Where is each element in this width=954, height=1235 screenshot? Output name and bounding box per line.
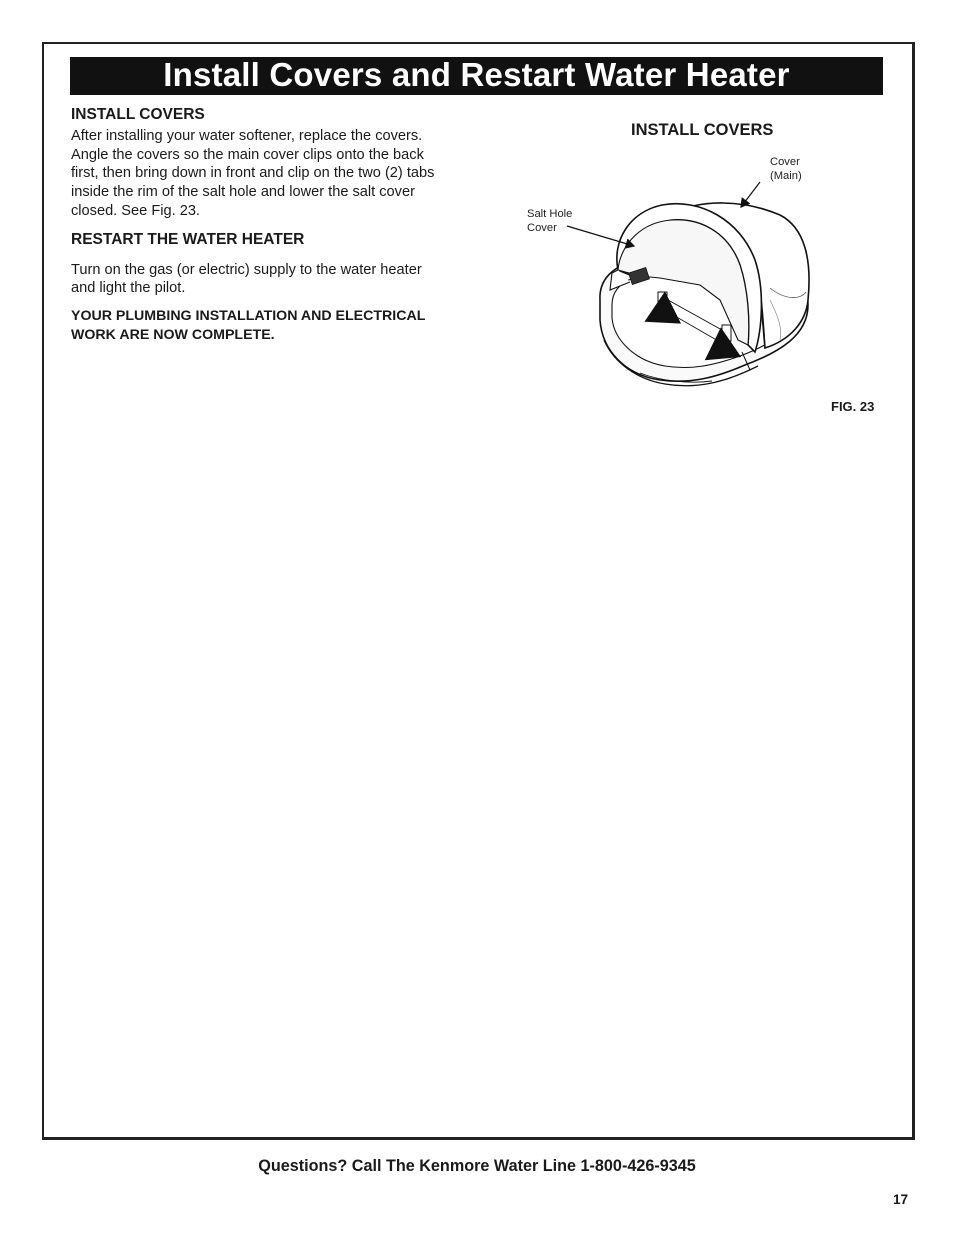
restart-line: and light the pilot. <box>71 280 186 297</box>
complete-line: YOUR PLUMBING INSTALLATION AND ELECTRICAL <box>71 307 426 324</box>
footer-helpline: Questions? Call The Kenmore Water Line 1-800-426-9345 <box>258 1157 696 1175</box>
install-covers-line: first, then bring down in front and clip on the two (2) tabs <box>71 165 435 182</box>
arrow-icon <box>741 182 760 207</box>
restart-line: Turn on the gas (or electric) supply to the water heater <box>71 261 422 278</box>
salt-hole-cover-drawing <box>515 150 815 395</box>
install-covers-heading: INSTALL COVERS <box>71 106 205 123</box>
complete-line: WORK ARE NOW COMPLETE. <box>71 326 275 343</box>
install-covers-line: inside the rim of the salt hole and lower the salt cover <box>71 184 415 201</box>
salt-hole-cover-label-line: Salt Hole <box>527 208 573 220</box>
title-bar <box>70 57 883 95</box>
figure-caption: FIG. 23 <box>831 399 875 414</box>
salt-hole-cover-label-line: Cover <box>527 222 557 234</box>
cover-main-label-line: (Main) <box>770 170 802 182</box>
restart-heading: RESTART THE WATER HEATER <box>71 230 305 248</box>
install-covers-line: closed. See Fig. 23. <box>71 202 200 219</box>
install-covers-line: Angle the covers so the main cover clips onto the back <box>71 146 424 163</box>
figure-heading: INSTALL COVERS <box>631 121 774 139</box>
cover-main-label-line: Cover <box>770 156 800 168</box>
page-number: 17 <box>893 1192 909 1207</box>
install-covers-line: After installing your water softener, replace the covers. <box>71 128 423 144</box>
instructions-column <box>71 106 481 345</box>
page-title: Install Covers and Restart Water Heater <box>163 56 790 93</box>
